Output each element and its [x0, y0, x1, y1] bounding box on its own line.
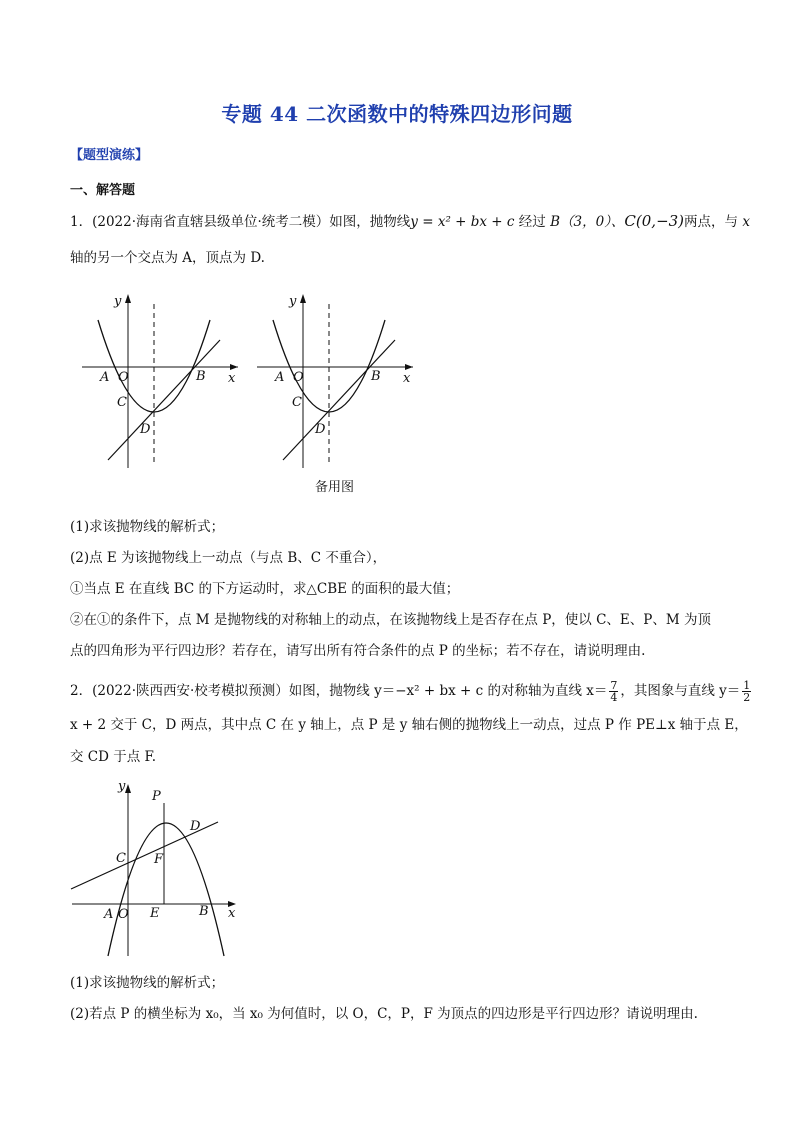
- title-number: 44: [269, 102, 299, 126]
- q1b-label-a: A: [275, 370, 285, 385]
- q1b-label-x: x: [403, 371, 411, 386]
- q1-label-y: y: [114, 294, 122, 309]
- q2-label-p: P: [152, 789, 161, 804]
- q2-lead: 2．(2022·陕西西安·校考模拟预测）如图，抛物线 y＝−x² + bx + c 的对称轴为直线 x＝: [70, 683, 608, 699]
- q1-stem-line2: 轴的另一个交点为 A，顶点为 D.: [70, 250, 265, 266]
- q1-stem-line1: [70, 211, 750, 232]
- q2-frac1-num: 7: [610, 679, 618, 692]
- section-heading: 一、解答题: [70, 183, 136, 198]
- q1-label-d: D: [140, 422, 151, 437]
- q1-figure-main: [78, 290, 248, 475]
- q2-frac1-den: 4: [610, 691, 618, 704]
- q1-eq-rest: = x² + bx + c: [417, 214, 519, 230]
- q2-figure: [68, 778, 243, 958]
- q1b-x-arrow-icon: [405, 364, 413, 370]
- q2-stem-line2: x + 2 交于 C，D 两点，其中点 C 在 y 轴上，点 P 是 y 轴右侧的抛物线上一动点，过点 P 作 PE⊥x 轴于点 E，: [70, 717, 748, 733]
- q1-point-b: B（3，0）、: [550, 214, 625, 230]
- q2-parabola: [108, 823, 224, 956]
- q1-via: 经过: [518, 214, 546, 230]
- q2-frac-seven-fourths: [609, 680, 618, 703]
- q1-sub2-line1: ②在①的条件下，点 M 是抛物线的对称轴上的动点，在该抛物线上是否存在点 P，使以 C、E、P、M 为顶: [70, 612, 711, 628]
- q1-x-arrow-icon: [230, 364, 238, 370]
- q2-stem-line3: 交 CD 于点 F.: [70, 749, 157, 765]
- q1-figure-backup: [253, 290, 423, 475]
- page-title: [0, 98, 794, 127]
- q1b-label-c: C: [292, 395, 302, 410]
- q2-label-d: D: [190, 819, 201, 834]
- q1-lead: 1．(2022·海南省直辖县级单位·统考二模）如图，抛物线: [70, 214, 411, 230]
- q2-stem-line1: [70, 680, 753, 703]
- q1b-label-o: O: [293, 370, 304, 385]
- title-prefix: 专题: [221, 102, 263, 126]
- q2-label-y: y: [118, 779, 126, 794]
- q1b-label-d: D: [315, 422, 326, 437]
- q1-figure-caption: 备用图: [315, 480, 355, 495]
- q2-mid: ，其图象与直线 y＝: [620, 683, 741, 699]
- q2-frac2-num: 1: [743, 679, 751, 692]
- q2-label-a: A: [104, 907, 114, 922]
- q2-frac-one-half: [742, 680, 751, 703]
- q1-tail-x: x: [742, 214, 750, 230]
- title-text: 二次函数中的特殊四边形问题: [306, 102, 573, 126]
- q2-part1: (1)求该抛物线的解析式；: [70, 975, 225, 991]
- q1-part1: (1)求该抛物线的解析式；: [70, 519, 225, 535]
- q1-sub1: ①当点 E 在直线 BC 的下方运动时，求△CBE 的面积的最大值；: [70, 581, 460, 597]
- q1-label-o: O: [118, 370, 129, 385]
- q1b-y-arrow-icon: [300, 294, 306, 303]
- q1-tail: 两点，与: [684, 214, 739, 230]
- q2-label-e: E: [150, 906, 160, 921]
- q1-sub2-line2: 点的四角形为平行四边形？若存在，请写出所有符合条件的点 P 的坐标；若不存在，请说明理由.: [70, 643, 646, 659]
- q1b-label-y: y: [289, 294, 297, 309]
- q1-label-c: C: [117, 395, 127, 410]
- q2-label-f: F: [154, 852, 164, 867]
- q2-label-o: O: [118, 907, 129, 922]
- q2-frac2-den: 2: [743, 691, 751, 704]
- q1-label-x: x: [228, 371, 236, 386]
- q2-y-arrow-icon: [125, 784, 131, 793]
- q1b-label-b: B: [371, 369, 381, 384]
- q2-label-c: C: [116, 851, 126, 866]
- q2-label-x: x: [228, 906, 236, 921]
- q1-y-arrow-icon: [125, 294, 131, 303]
- q1-eq-y: y: [410, 214, 418, 230]
- q2-part2: (2)若点 P 的横坐标为 x₀，当 x₀ 为何值时，以 O，C，P，F 为顶点的四边形是平行四边形？请说明理由.: [70, 1006, 698, 1022]
- section-tag: 【题型演练】: [70, 148, 149, 163]
- q1-point-c: C(0,−3): [624, 212, 685, 230]
- q1-label-a: A: [100, 370, 110, 385]
- q1-part2: (2)点 E 为该抛物线上一动点（与点 B、C 不重合），: [70, 550, 387, 566]
- q2-label-b: B: [199, 904, 209, 919]
- q1-label-b: B: [196, 369, 206, 384]
